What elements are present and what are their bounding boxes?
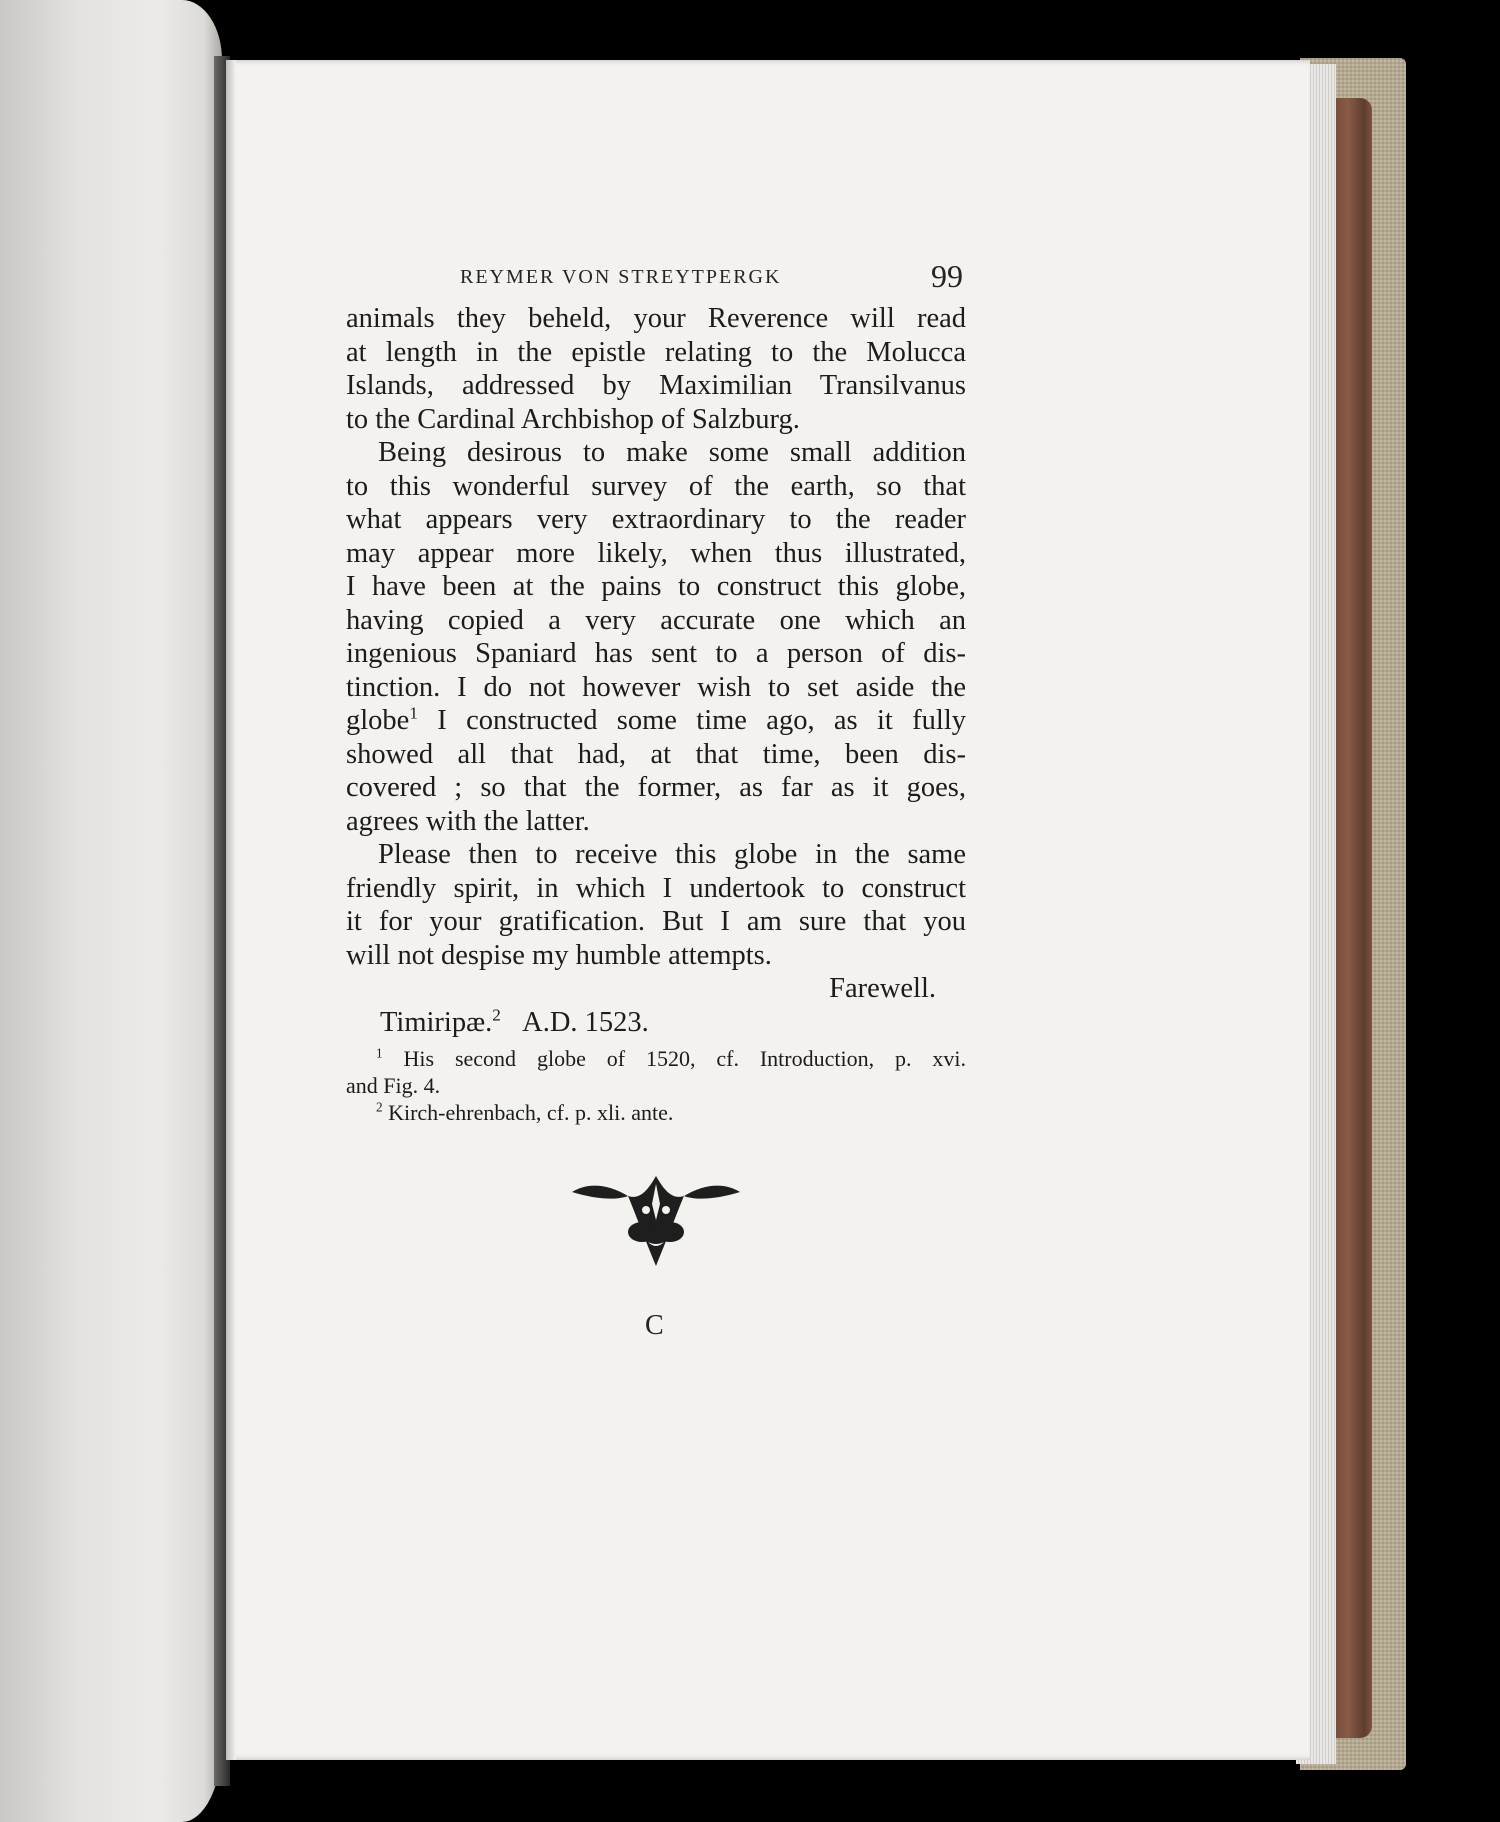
cover-edge xyxy=(1332,98,1372,1738)
running-head: REYMER VON STREYTPERGK xyxy=(460,266,782,288)
page-number: 99 xyxy=(931,258,963,294)
footnote-ref: 2 xyxy=(492,1005,501,1024)
footnote-marker: 1 xyxy=(376,1045,383,1061)
text-fragment: globe xyxy=(346,705,410,736)
text-line: it for your gratification. But I am sure that you xyxy=(346,906,966,937)
text-line: may appear more likely, when thus illustrated, xyxy=(346,537,966,569)
tailpiece-ornament-icon xyxy=(568,1170,744,1270)
footnotes xyxy=(346,1045,966,1126)
text-line: tinction. I do not however wish to set aside the xyxy=(346,671,966,703)
text-line: animals they beheld, your Reverence will read xyxy=(346,303,966,334)
text-line: to the Cardinal Archbishop of Salzburg. xyxy=(346,403,800,435)
date: A.D. 1523. xyxy=(522,1006,649,1038)
text-line: friendly spirit, in which I undertook to construct xyxy=(346,872,966,904)
text-line: will not despise my humble attempts. xyxy=(346,939,772,971)
text-line: showed all that had, at that time, been dis- xyxy=(346,738,966,770)
text-line: I have been at the pains to construct this globe, xyxy=(346,571,966,602)
footnote-text: Kirch-ehrenbach, cf. p. xli. ante. xyxy=(388,1100,674,1125)
text-line: Islands, addressed by Maximilian Transilvanus xyxy=(346,370,966,401)
facing-page xyxy=(0,0,222,1822)
footnote-marker: 2 xyxy=(376,1099,383,1115)
place-and-date xyxy=(346,1006,966,1040)
text-line: to this wonderful survey of the earth, so that xyxy=(346,470,966,502)
text-line: covered ; so that the former, as far as it goes, xyxy=(346,772,966,803)
place: Timiripæ. xyxy=(380,1006,493,1038)
footnote-ref: 1 xyxy=(409,703,418,723)
farewell: Farewell. xyxy=(829,973,936,1004)
text-line: having copied a very accurate one which an xyxy=(346,604,966,636)
text-line: what appears very extraordinary to the reader xyxy=(346,504,966,535)
body-text xyxy=(346,302,966,1126)
text-fragment: I constructed some time ago, as it fully xyxy=(437,705,967,736)
footnote-text: His second globe of 1520, cf. Introduction, p. xvi. xyxy=(403,1046,967,1071)
text-line: ingenious Spaniard has sent to a person of dis- xyxy=(346,638,966,669)
text-line: at length in the epistle relating to the Molucca xyxy=(346,336,966,368)
signature-mark: C xyxy=(645,1310,664,1341)
text-line: agrees with the latter. xyxy=(346,805,590,837)
footnote xyxy=(346,1045,966,1072)
text-line: Please then to receive this globe in the same xyxy=(378,839,966,870)
footnote-continuation: and Fig. 4. xyxy=(346,1073,441,1098)
footnote xyxy=(346,1099,966,1126)
text-line xyxy=(346,704,966,738)
text-line: Being desirous to make some small addition xyxy=(378,437,966,468)
